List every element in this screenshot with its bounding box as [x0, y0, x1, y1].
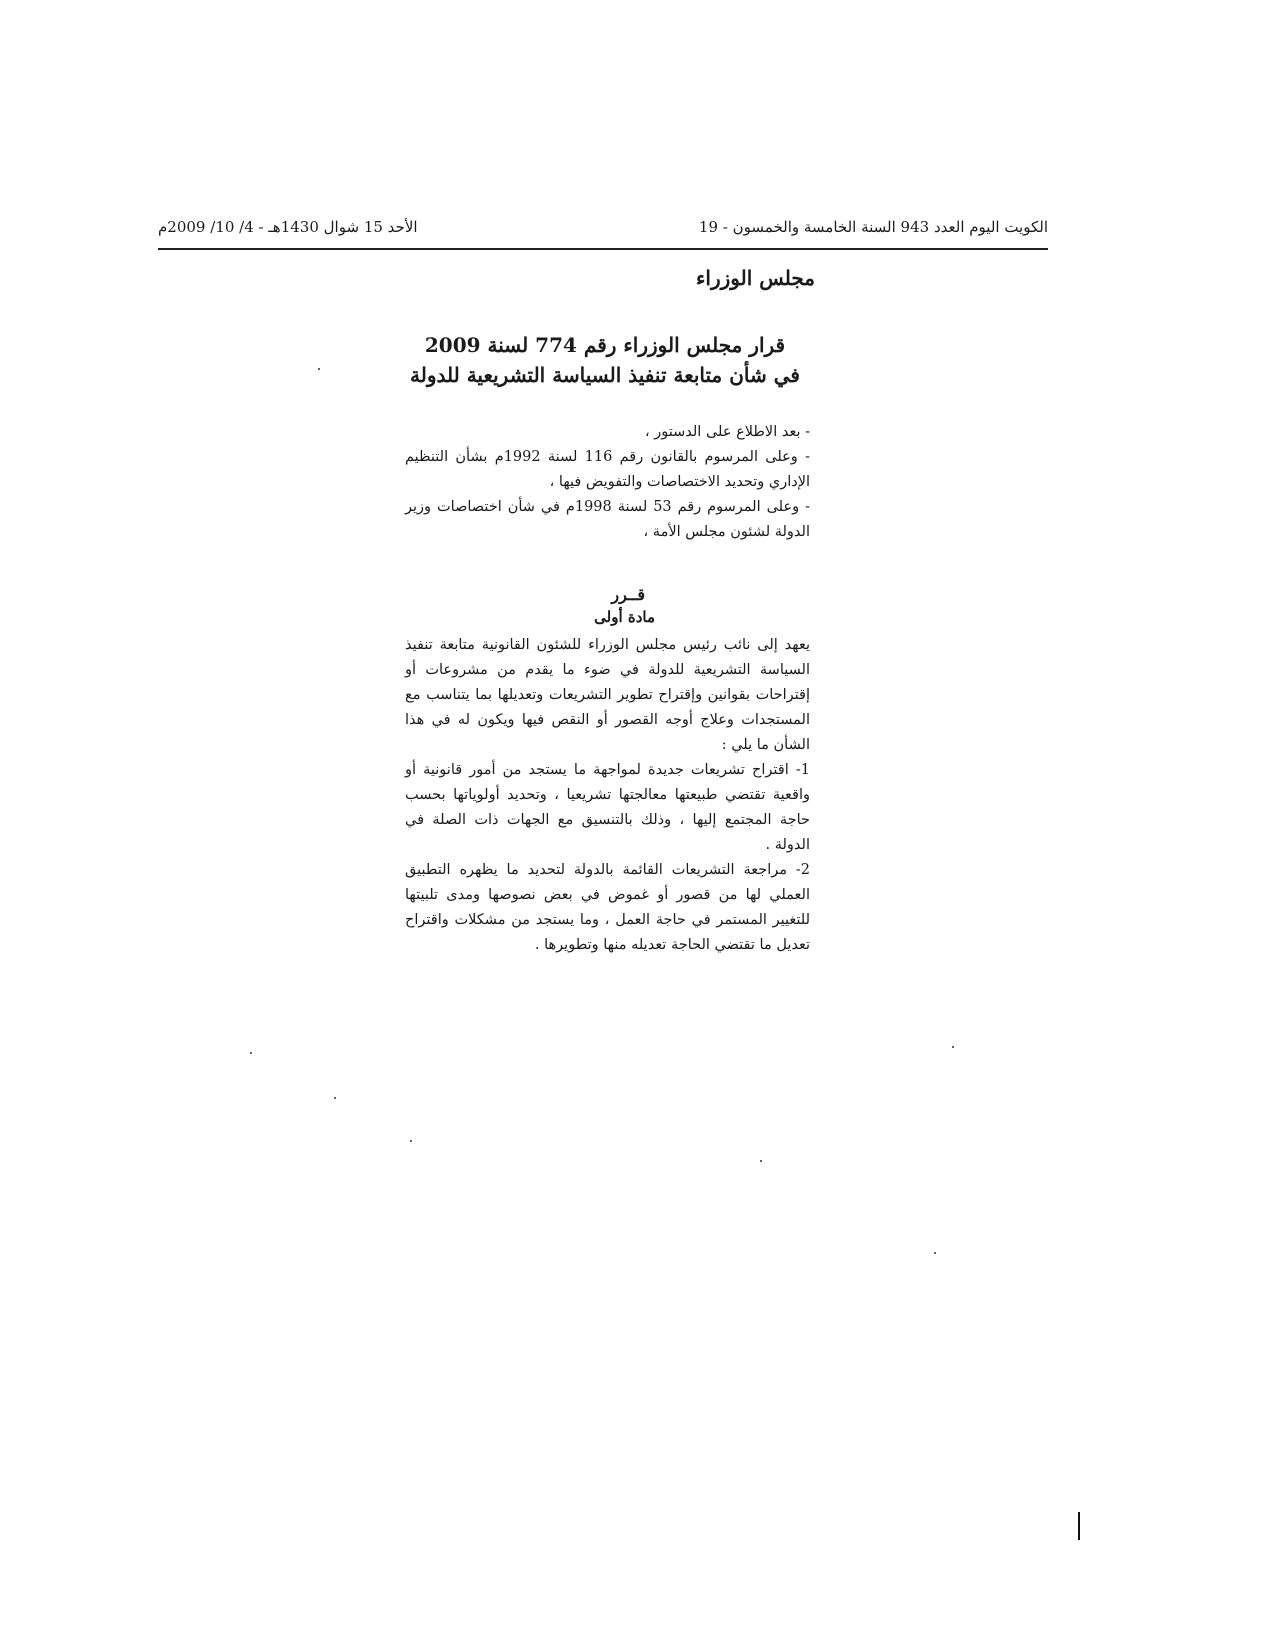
preamble-clause-2: - وعلى المرسوم بالقانون رقم 116 لسنة 1992م بشأن التنظيم الإداري وتحديد الاختصاصات والتفويض فيها ،: [405, 449, 810, 490]
scan-speck: [952, 1046, 954, 1048]
article-intro: يعهد إلى نائب رئيس مجلس الوزراء للشئون القانونية متابعة تنفيذ السياسة التشريعية للدولة في ضوء ما يقدم من مشروعات أو إقتراحات بقوانين وإقتراح تطوير التشريعات وتعديلها بما يتناسب مع المستجدات وعلاج أوجه القصور أو النقص فيها ويكون له في هذا الشأن ما يلي :: [405, 637, 810, 753]
scan-speck: [334, 1097, 336, 1099]
article-body: [405, 633, 810, 958]
header-issue-info: الكويت اليوم العدد 943 السنة الخامسة والخمسون - 19: [698, 218, 1048, 236]
page-header: [158, 216, 1048, 250]
preamble: [405, 420, 810, 545]
scan-edge-mark: [1078, 1512, 1080, 1540]
section-title: مجلس الوزراء: [696, 266, 815, 290]
preamble-clause-3: - وعلى المرسوم رقم 53 لسنة 1998م في شأن اختصاصات وزير الدولة لشئون مجلس الأمة ،: [405, 499, 810, 540]
article-heading: مادة أولى: [594, 608, 655, 626]
article-item-1: 1- اقتراح تشريعات جديدة لمواجهة ما يستجد من أمور قانونية أو واقعية تقتضي طبيعتها معالجتها تشريعيا ، وتحديد أولوياتها بحسب حاجة المجتمع إليها ، وذلك بالتنسيق مع الجهات ذات الصلة في الدولة .: [405, 762, 810, 853]
article-item-2: 2- مراجعة التشريعات القائمة بالدولة لتحديد ما يظهره التطبيق العملي لها من قصور أو غموض في بعض نصوصها ومدى تلبيتها للتغيير المستمر في حاجة العمل ، وما يستجد من مشكلات واقتراح تعديل ما تقتضي الحاجة تعديله منها وتطويرها .: [405, 862, 810, 953]
scan-speck: [250, 1052, 252, 1054]
decided-heading: قــرر: [611, 585, 645, 604]
decision-title: [405, 330, 805, 390]
scan-speck: [318, 368, 320, 370]
decision-title-line-2: في شأن متابعة تنفيذ السياسة التشريعية للدولة: [410, 363, 800, 387]
scan-speck: [934, 1252, 936, 1254]
scan-speck: [760, 1160, 762, 1162]
scan-speck: [410, 1140, 412, 1142]
preamble-clause-1: - بعد الاطلاع على الدستور ،: [644, 424, 810, 440]
decision-title-line-1: قرار مجلس الوزراء رقم 774 لسنة 2009: [424, 333, 786, 357]
header-date: الأحد 15 شوال 1430هـ - 4/ 10/ 2009م: [158, 218, 418, 236]
